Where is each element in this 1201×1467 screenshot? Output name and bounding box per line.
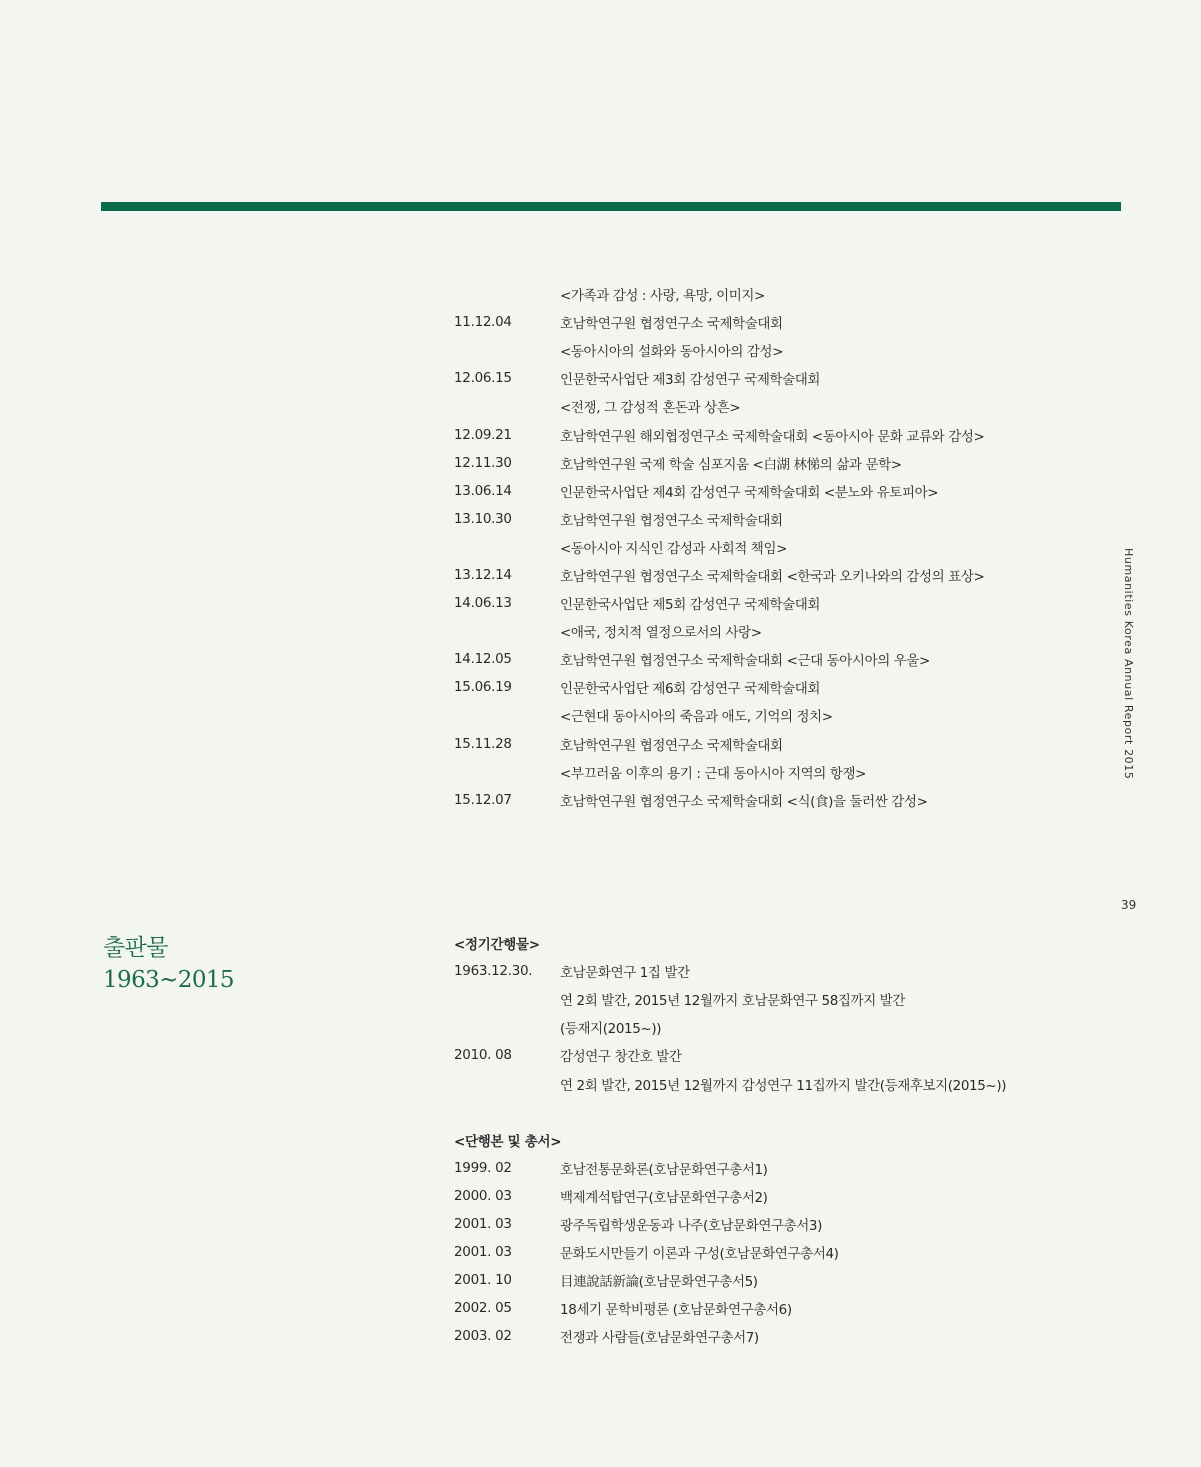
event-date: 11.12.04 (454, 314, 512, 331)
pub-text: (등재지(2015~)) (560, 1021, 662, 1038)
event-text: 호남학연구원 협정연구소 국제학술대회 <근대 동아시아의 우울> (560, 653, 930, 670)
timeline-row (454, 673, 1074, 701)
pub-text: 目連說話新論(호남문화연구총서5) (560, 1274, 758, 1291)
pub-text: 연 2회 발간, 2015년 12월까지 호남문화연구 58집까지 발간 (560, 993, 906, 1010)
pub-date: 2002. 05 (454, 1300, 512, 1317)
page-number: 39 (1121, 898, 1137, 912)
timeline-row (454, 336, 1074, 364)
pub-date: 2001. 03 (454, 1215, 512, 1232)
pub-text: 호남전통문화론(호남문화연구총서1) (560, 1161, 768, 1178)
publications-list (454, 929, 1074, 1350)
pub-text: 광주독립학생운동과 나주(호남문화연구총서3) (560, 1217, 822, 1234)
pub-text: 문화도시만들기 이론과 구성(호남문화연구총서4) (560, 1246, 839, 1263)
timeline-row (454, 617, 1074, 645)
event-date: 14.12.05 (454, 651, 512, 668)
top-rule (101, 202, 1121, 211)
event-text: <근현대 동아시아의 죽음과 애도, 기억의 정치> (560, 709, 833, 726)
event-text: <동아시아의 설화와 동아시아의 감성> (560, 344, 784, 361)
periodical-row (454, 1069, 1074, 1097)
event-text: 호남학연구원 협정연구소 국제학술대회 (560, 512, 783, 529)
periodical-row (454, 957, 1074, 985)
event-text: 인문한국사업단 제6회 감성연구 국제학술대회 (560, 681, 821, 698)
event-text: <애국, 정치적 열정으로서의 사랑> (560, 625, 762, 642)
timeline-row (454, 449, 1074, 477)
timeline-row (454, 758, 1074, 786)
timeline-row (454, 533, 1074, 561)
event-date: 13.10.30 (454, 510, 512, 527)
timeline-row (454, 645, 1074, 673)
timeline-row (454, 364, 1074, 392)
timeline-row (454, 392, 1074, 420)
monograph-row (454, 1210, 1074, 1238)
event-date: 14.06.13 (454, 595, 512, 612)
pub-text: 호남문화연구 1집 발간 (560, 965, 690, 982)
periodical-row (454, 1041, 1074, 1069)
periodicals-heading: <정기간행물> (454, 937, 540, 954)
event-text: 호남학연구원 국제 학술 심포지움 <白湖 林悌의 삶과 문학> (560, 456, 902, 473)
section-gap (454, 1098, 1074, 1126)
timeline-row (454, 730, 1074, 758)
event-text: 인문한국사업단 제5회 감성연구 국제학술대회 (560, 597, 821, 614)
timeline-row (454, 786, 1074, 814)
pub-date: 2000. 03 (454, 1187, 512, 1204)
event-text: <가족과 감성 : 사랑, 욕망, 이미지> (560, 288, 765, 305)
event-text: 인문한국사업단 제4회 감성연구 국제학술대회 <분노와 유토피아> (560, 484, 939, 501)
event-date: 15.06.19 (454, 679, 512, 696)
event-text: 호남학연구원 협정연구소 국제학술대회 <한국과 오키나와의 감성의 표상> (560, 568, 985, 585)
event-date: 12.09.21 (454, 426, 512, 443)
monograph-row (454, 1154, 1074, 1182)
monograph-row (454, 1294, 1074, 1322)
event-text: <동아시아 지식인 감성과 사회적 책임> (560, 540, 788, 557)
pub-text: 감성연구 창간호 발간 (560, 1049, 682, 1066)
event-date: 12.11.30 (454, 454, 512, 471)
event-date: 15.11.28 (454, 735, 512, 752)
monograph-row (454, 1266, 1074, 1294)
section-title (103, 932, 234, 996)
event-text: 호남학연구원 협정연구소 국제학술대회 (560, 737, 783, 754)
timeline-row (454, 701, 1074, 729)
pub-text: 전쟁과 사람들(호남문화연구총서7) (560, 1330, 759, 1347)
monographs-heading: <단행본 및 총서> (454, 1133, 562, 1150)
periodical-row (454, 1013, 1074, 1041)
section-years: 1963~2015 (103, 967, 234, 993)
pub-text: 연 2회 발간, 2015년 12월까지 감성연구 11집까지 발간(등재후보지(2015~)) (560, 1077, 1007, 1094)
pub-date: 2001. 03 (454, 1244, 512, 1261)
timeline-row (454, 477, 1074, 505)
pub-date: 2010. 08 (454, 1047, 512, 1064)
event-text: <부끄러움 이후의 용기 : 근대 동아시아 지역의 항쟁> (560, 765, 867, 782)
report-side-label: Humanities Korea Annual Report 2015 (1122, 548, 1135, 780)
pub-date: 1963.12.30. (454, 963, 533, 980)
timeline-row (454, 280, 1074, 308)
timeline-row (454, 308, 1074, 336)
event-text: 호남학연구원 해외협정연구소 국제학술대회 <동아시아 문화 교류와 감성> (560, 428, 985, 445)
monograph-row (454, 1238, 1074, 1266)
section-title-text: 출판물 (103, 935, 168, 961)
timeline-row (454, 420, 1074, 448)
event-timeline (454, 280, 1074, 814)
periodical-row (454, 985, 1074, 1013)
pub-date: 2003. 02 (454, 1328, 512, 1345)
pub-text: 백제계석탑연구(호남문화연구총서2) (560, 1189, 768, 1206)
pub-date: 1999. 02 (454, 1159, 512, 1176)
event-text: <전쟁, 그 감성적 혼돈과 상흔> (560, 400, 741, 417)
event-date: 12.06.15 (454, 370, 512, 387)
event-date: 13.06.14 (454, 482, 512, 499)
monograph-row (454, 1322, 1074, 1350)
event-date: 15.12.07 (454, 791, 512, 808)
timeline-row (454, 505, 1074, 533)
event-text: 인문한국사업단 제3회 감성연구 국제학술대회 (560, 372, 821, 389)
pub-text: 18세기 문학비평론 (호남문화연구총서6) (560, 1302, 792, 1319)
event-date: 13.12.14 (454, 566, 512, 583)
monograph-row (454, 1182, 1074, 1210)
event-text: 호남학연구원 협정연구소 국제학술대회 <식(食)을 둘러싼 감성> (560, 793, 928, 810)
timeline-row (454, 589, 1074, 617)
pub-date: 2001. 10 (454, 1272, 512, 1289)
timeline-row (454, 561, 1074, 589)
event-text: 호남학연구원 협정연구소 국제학술대회 (560, 316, 783, 333)
